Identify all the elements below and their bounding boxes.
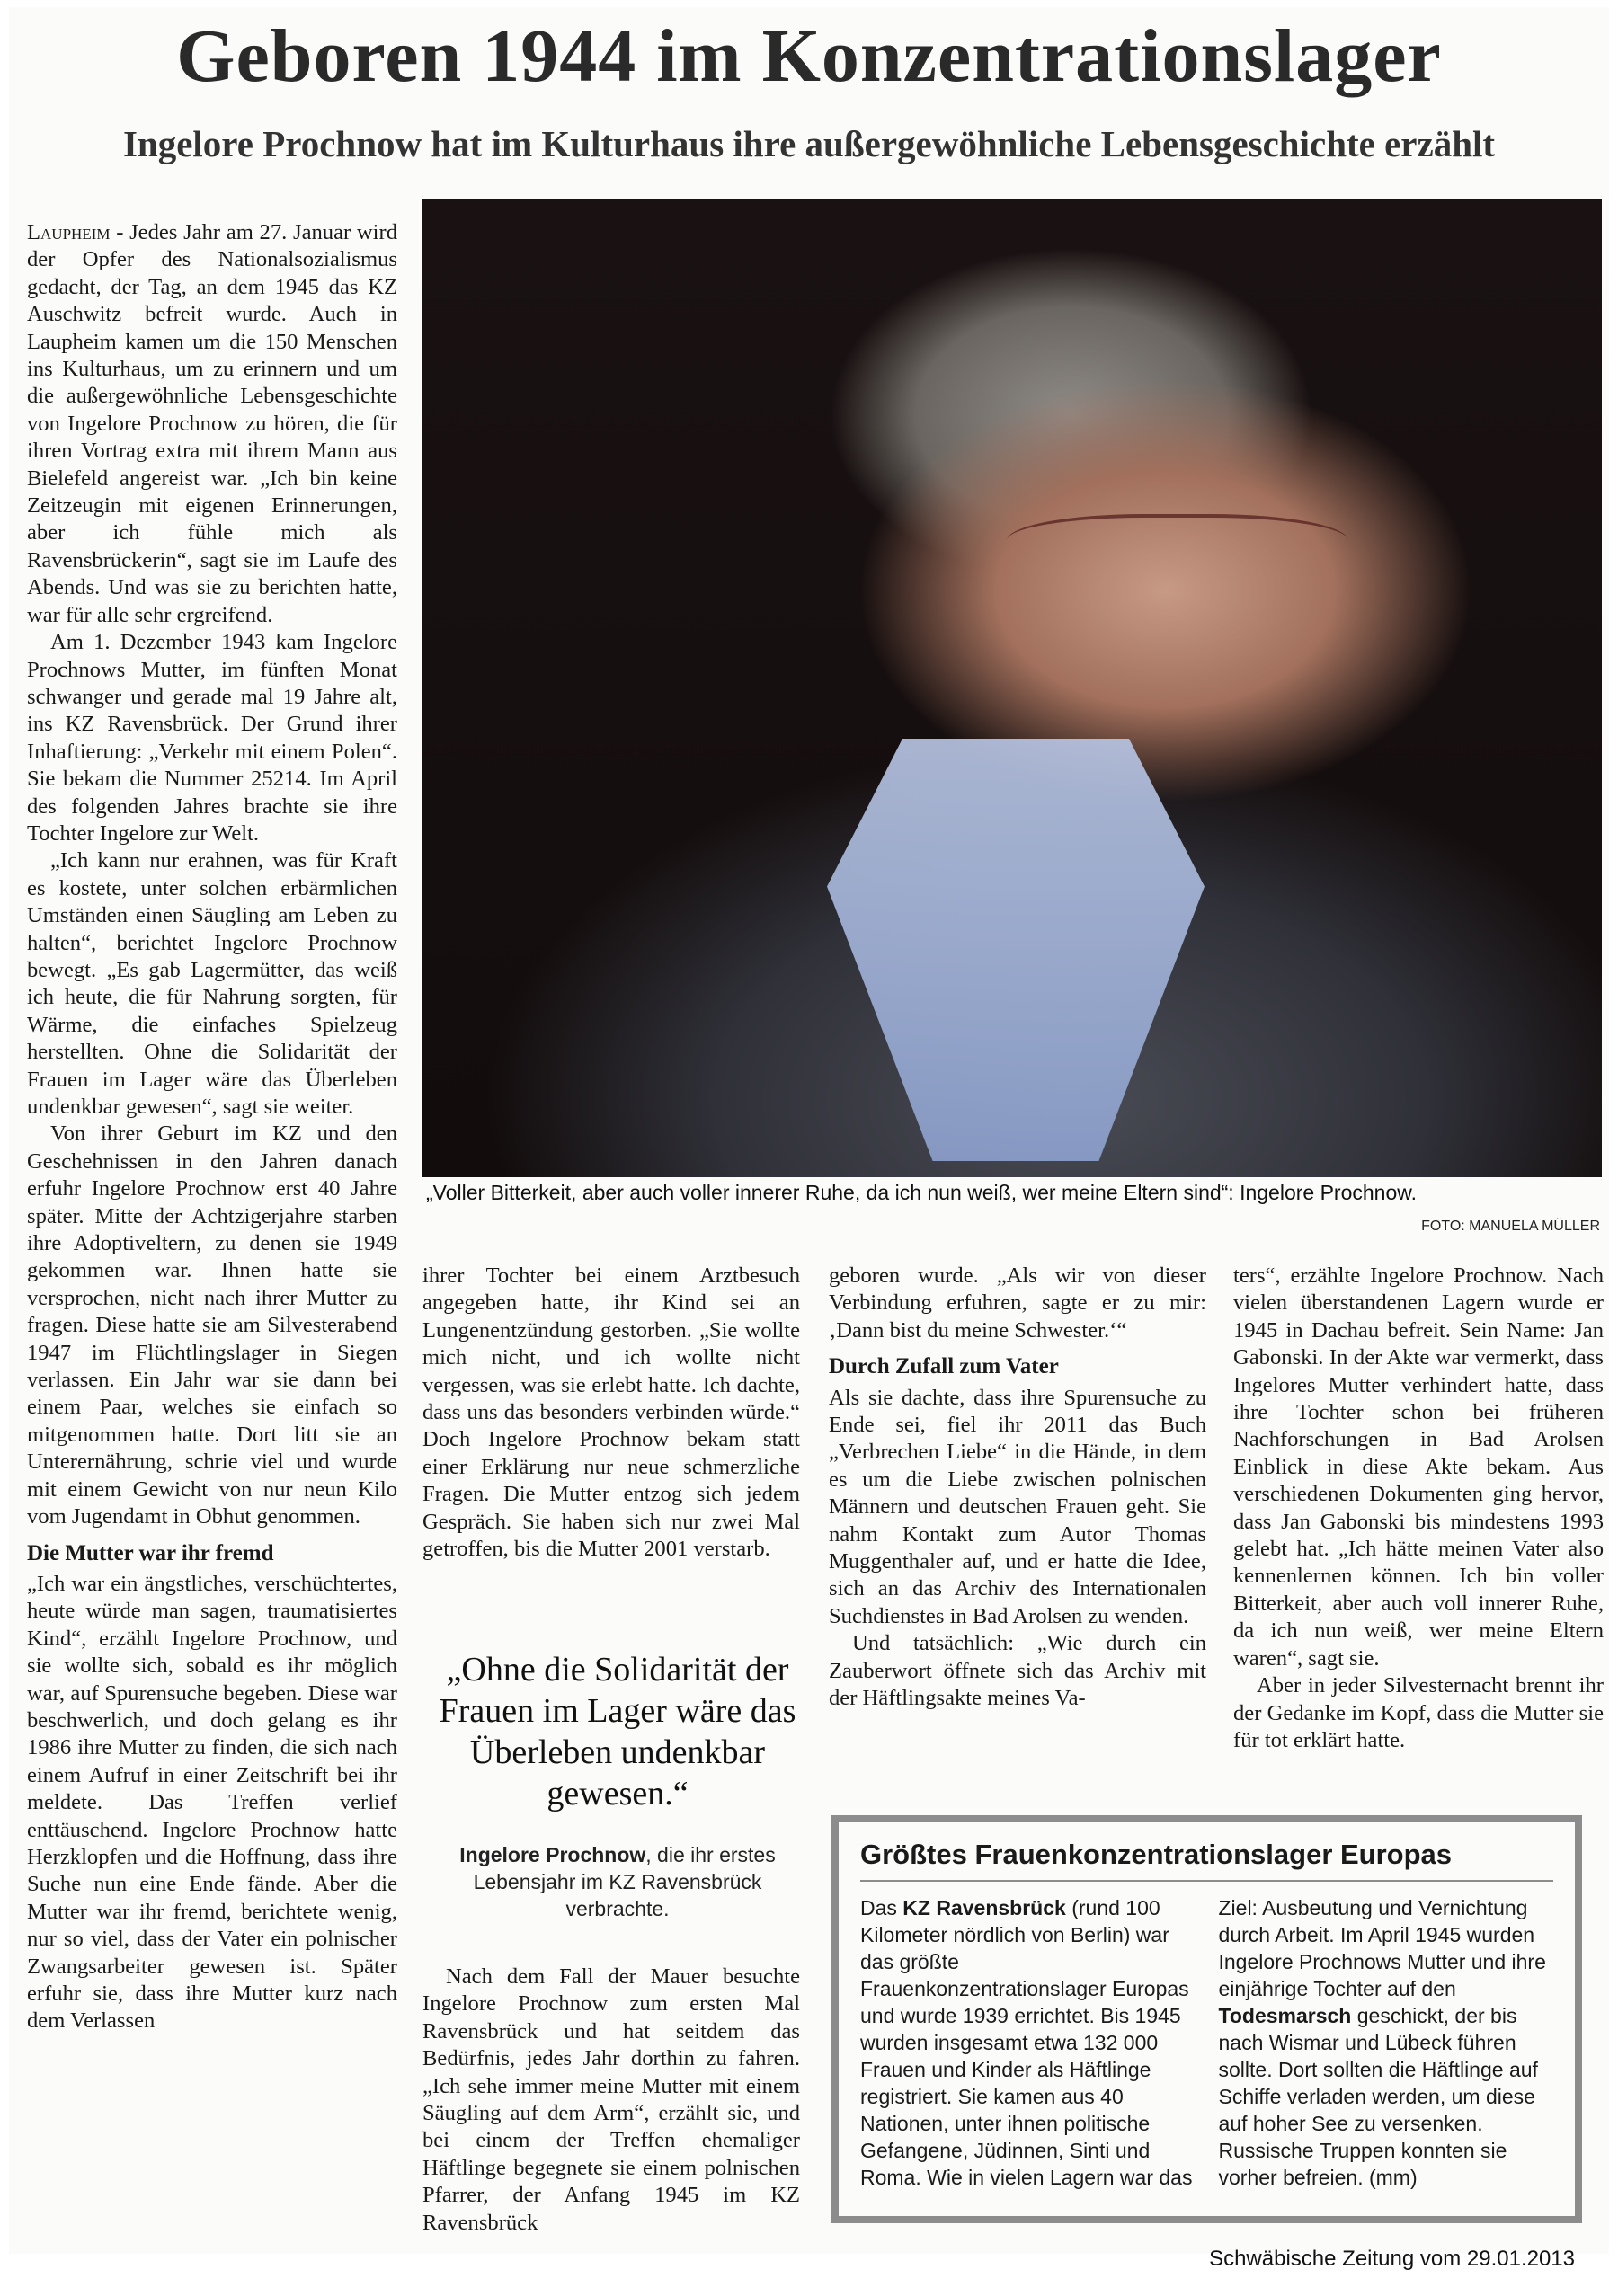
section-heading: Die Mutter war ihr fremd: [27, 1540, 274, 1565]
info-box: [831, 1815, 1582, 2223]
paragraph: Von ihrer Geburt im KZ und den Geschehnissen in den Jahren danach erfuhr Ingelore Prochnow erst 40 Jahre später. Mitte der Achtzigerjahre starben ihre Adoptiveltern, zu denen sie 1949 gekommen war. Ihnen hatte sie versprochen, nicht nach ihrer Mutter zu fragen. Diese hatte sie am Silvesterabend 1947 im Flüchtlingslager in Siegen verlassen. Ein Jahr war sie dann bei einem Paar, welches sie einfach so mitgenommen hatte. Dort litt sie an Unterernährung, schrie viel und wurde mit einem Gewicht von nur neun Kilo vom Jugendamt in Obhut genommen.: [27, 1121, 397, 1529]
section-heading: Durch Zufall zum Vater: [829, 1354, 1059, 1379]
photo-caption: „Voller Bitterkeit, aber auch voller innerer Ruhe, da ich nun weiß, wer meine Eltern sind“: Ingelore Prochnow.: [426, 1181, 1417, 1204]
photo-credit: FOTO: MANUELA MÜLLER: [1421, 1219, 1600, 1234]
paragraph: Und tatsächlich: „Wie durch ein Zauberwort öffnete sich das Archiv mit der Häftlingsakte meines Va-: [829, 1631, 1206, 1711]
headline: Geboren 1944 im Konzentrationslager: [176, 14, 1442, 98]
dateline: Laupheim: [27, 220, 111, 244]
paragraph: „Ich kann nur erahnen, was für Kraft es kostete, unter solchen erbärmlichen Umständen einen Säugling am Leben zu halten“, berichtet Ingelore Prochnow bewegt. „Es gab Lagermütter, das weiß ich heute, die für Nahrung sorgten, für Wärme, die einfaches Spielzeug herstellten. Ohne die Solidarität der Frauen im Lager wäre das Überleben undenkbar gewesen“, sagt sie weiter.: [27, 848, 397, 1119]
pull-quote: [424, 1649, 811, 1922]
info-keyword: Todesmarsch: [1218, 2004, 1352, 2027]
paragraph: „Ich war ein ängstliches, verschüchtertes, heute würde man sagen, traumatisiertes Kind“, erzählt Ingelore Prochnow, und sie wollte sich, sobald es ihr möglich war, auf Spurensuche begeben. Diese war beschwerlich, und doch gelang es ihr 1986 ihre Mutter zu finden, die sich nach einem Aufruf in einer Zeitschrift bei ihr meldete. Das Treffen verlief enttäuschend. Ingelore Prochnow hatte Herzklopfen und die Hoffnung, dass ihre Suche nun eine Ende fände. Aber die Mutter war ihr fremd, berichtete wenig, nur so viel, dass der Vater ein polnischer Zwangsarbeiter gewesen ist. Später erfuhr sie, dass ihre Mutter kurz nach dem Verlassen: [27, 1571, 397, 2034]
paragraph: ihrer Tochter bei einem Arztbesuch angegeben hatte, ihr Kind sei an Lungenentzündung gestorben. „Sie wollte mich nicht, und ich wollte nicht vergessen, was sie erlebt hatte. Ich dachte, dass uns das besonders verbinden würde.“ Doch Ingelore Prochnow bekam statt einer Erklärung nur neue schmerzliche Fragen. Die Mutter entzog sich jedem Gespräch. Sie haben sich nur zwei Mal getroffen, bis die Mutter 2001 verstarb.: [422, 1263, 800, 1562]
paragraph: Aber in jeder Silvesternacht brennt ihr der Gedanke im Kopf, dass die Mutter sie für tot erklärt hatte.: [1233, 1673, 1604, 1752]
portrait-photo: [422, 199, 1602, 1177]
info-box-body: [839, 1882, 1575, 2191]
paragraph: Am 1. Dezember 1943 kam Ingelore Prochnows Mutter, im fünften Monat schwanger und gerade mal 19 Jahre alt, ins KZ Ravensbrück. Der Grund ihrer Inhaftierung: „Verkehr mit einem Polen“. Sie bekam die Nummer 25214. Im April des folgenden Jahres brachte sie ihre Tochter Ingelore zur Welt.: [27, 630, 397, 846]
article-column-2-lower: [422, 1964, 800, 2237]
paragraph: ters“, erzählte Ingelore Prochnow. Nach vielen überstandenen Lagern wurde er 1945 in Dachau befreit. Sein Name: Jan Gabonski. In der Akte war vermerkt, dass Ingelores Mutter verhindert hatte, dass ihre Tochter schon bei früheren Nachforschungen in Bad Arolsen Einblick in diese Akte bekam. Aus verschiedenen Dokumenten ging hervor, dass Jan Gabonski bis mindestens 1993 gelebt hat. „Ich hätte meinen Vater also kennenlernen können. Ich bin voller Bitterkeit, aber auch voll innerer Ruhe, da ich nun weiß, wer meine Eltern waren“, sagt sie.: [1233, 1263, 1604, 1671]
article-column-1: [27, 219, 397, 2035]
photo-collar-shape: [827, 739, 1205, 1161]
paragraph: Nach dem Fall der Mauer besuchte Ingelore Prochnow zum ersten Mal Ravensbrück und hat seitdem das Bedürfnis, jedes Jahr dorthin zu fahren. „Ich sehe immer meine Mutter mit einem Säugling auf dem Arm“, erzählt sie, und bei einem der Treffen ehemaliger Häftlinge begegnete sie einem polnischen Pfarrer, der Anfang 1945 im KZ Ravensbrück: [422, 1964, 800, 2235]
paragraph: geboren wurde. „Als wir von dieser Verbindung erfuhren, sagte er zu mir: ‚Dann bist du meine Schwester.‘“: [829, 1263, 1206, 1343]
article-column-4: [1233, 1263, 1604, 1754]
source-line: Schwäbische Zeitung vom 29.01.2013: [1209, 2247, 1575, 2271]
paragraph: [27, 219, 397, 629]
article-column-2: [422, 1263, 800, 1563]
pull-quote-name: Ingelore Prochnow: [459, 1843, 646, 1866]
paragraph-text: - Jedes Jahr am 27. Januar wird der Opfer des Nationalsozialismus gedacht, der Tag, an dem 1945 das KZ Auschwitz befreit wurde. Auch in Laupheim kamen um die 150 Menschen ins Kulturhaus, um zu erinnern und um die außergewöhnliche Lebensgeschichte von Ingelore Prochnow zu hören, die für ihren Vortrag extra mit ihrem Mann aus Bielefeld angereist war. „Ich bin keine Zeitzeugin mit eigenen Erinnerungen, aber ich fühle mich als Ravensbrückerin“, sagt sie im Laufe des Abends. Und was sie zu berichten hatte, war für alle sehr ergreifend.: [27, 220, 397, 627]
subheadline: Ingelore Prochnow hat im Kulturhaus ihre außergewöhnliche Lebensgeschichte erzählt: [122, 123, 1496, 164]
info-text: Das: [860, 1896, 903, 1919]
pull-quote-attribution: [424, 1841, 811, 1922]
paragraph: Als sie dachte, dass ihre Spurensuche zu Ende sei, fiel ihr 2011 das Buch „Verbrechen Liebe“ in die Hände, in dem es um die Liebe zwischen polnischen Männern und deutschen Frauen geht. Sie nahm Kontakt zum Autor Thomas Muggenthaler auf, und er hatte die Idee, sich an das Archiv des Internationalen Suchdienstes in Bad Arolsen zu wenden.: [829, 1385, 1206, 1628]
info-text: geschickt, der bis nach Wismar und Lübeck führen sollte. Dort sollten die Häftlinge auf Schiffe verladen werden, um diese auf hoher See zu versenken. Russische Truppen konnten sie vorher befreien. (mm): [1218, 2004, 1538, 2189]
article-column-3: [829, 1263, 1206, 1713]
photo-glasses-shape: [1007, 514, 1348, 581]
info-text: (rund 100 Kilometer nördlich von Berlin) war das größte Frauenkonzentrationslager Europas und wurde 1939 errichtet. Bis 1945 wurden insgesamt etwa 132 000 Frauen und Kinder als Häftlinge registriert. Sie kamen aus 40 Nationen, unter ihnen politische Gefangene, Jüdinnen, Sinti und Roma. Wie in vielen Lagern war das Ziel: Ausbeutung und Vernichtung durch Arbeit. Im April 1945 wurden Ingelore Prochnows Mutter und ihre einjährige Tochter auf den: [860, 1896, 1546, 2189]
pull-quote-attribution-text: , die ihr erstes Lebensjahr im KZ Ravensbrück verbrachte.: [473, 1843, 776, 1920]
pull-quote-text: „Ohne die Solidarität der Frauen im Lager wäre das Überleben undenkbar gewesen.“: [439, 1651, 796, 1813]
info-box-title: Größtes Frauenkonzentrationslager Europas: [860, 1839, 1453, 1870]
info-keyword: KZ Ravensbrück: [902, 1896, 1066, 1919]
